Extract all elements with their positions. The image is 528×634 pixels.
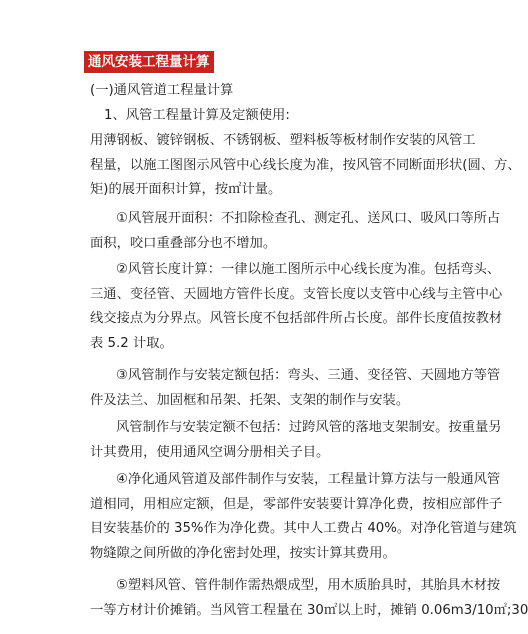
paragraph-6-line-3: 目安装基价的 35%作为净化费。其中人工费占 40%。对净化管道与建筑 <box>90 521 517 536</box>
paragraph-5-line-1: 风管制作与安装定额不包括：过跨风管的落地支架制安。按重量另 <box>116 420 502 435</box>
paragraph-5-line-2: 计其费用，使用通风空调分册相关子目。 <box>90 444 330 460</box>
section-title <box>90 79 414 104</box>
paragraph-2-line-2: 面积，咬口重叠部分也不增加。 <box>90 235 277 251</box>
paragraph-6-line-1: ④净化通风管道及部件制作与安装，工程量计算方法与一般通风管 <box>116 472 501 487</box>
paragraph-3-line-1: ②风管长度计算：一律以施工图所示中心线长度为准。包括弯头、 <box>116 262 501 277</box>
paragraph-3-line-3: 线交接点为分界点。风管长度不包括部件所占长度。部件长度值按教材 <box>90 311 503 326</box>
subsection-title <box>90 104 414 129</box>
paragraph-3-line-2: 三通、变径管、天圆地方管件长度。支管长度以支管中心线与主管中心 <box>90 286 503 302</box>
paragraph-1 <box>90 129 521 203</box>
paragraph-4-line-1: ③风管制作与安装定额包括：弯头、三通、变径管、天圆地方等管 <box>116 368 501 383</box>
section-title-text: (一)通风管道工程量计算 <box>90 83 234 98</box>
paragraph-4 <box>90 364 501 413</box>
paragraph-6-line-4: 物缝隙之间所做的净化密封处理，按实计算其费用。 <box>90 545 396 561</box>
subsection-title-text: 1、风管工程量计算及定额使用: <box>104 108 290 123</box>
paragraph-1-line-3: 矩)的展开面积计算，按㎡计量。 <box>90 182 282 197</box>
paragraph-3 <box>90 258 503 356</box>
paragraph-7-line-2: 一等方材计价摊销。当风管工程量在 30㎡以上时，摊销 0.06m3/10㎡;30 <box>90 602 528 618</box>
paragraph-7 <box>90 574 528 623</box>
paragraph-3-line-4: 表 5.2 计取。 <box>90 335 173 351</box>
paragraph-5 <box>90 416 502 465</box>
paragraph-4-line-2: 件及法兰、加固框和吊架、托架、支架的制作与安装。 <box>90 392 410 408</box>
paragraph-2-line-1: ①风管展开面积：不扣除检查孔、测定孔、送风口、吸风口等所占 <box>116 211 501 226</box>
document-heading: 通风安装工程量计算 <box>84 51 214 73</box>
paragraph-1-line-1: 用薄钢板、镀锌钢板、不锈钢板、塑料板等板材制作安装的风管工 <box>90 133 476 148</box>
paragraph-1-line-2: 程量，以施工图图示风管中心线长度为准，按风管不同断面形状(圆、方、 <box>90 157 521 173</box>
paragraph-6-line-2: 道相同，用相应定额，但是，零部件安装要计算净化费，按相应部件子 <box>90 496 503 512</box>
paragraph-6 <box>90 468 517 566</box>
paragraph-2 <box>90 207 501 256</box>
paragraph-7-line-1: ⑤塑料风管、管件制作需热煨成型，用木质胎具时，其胎具木材按 <box>116 578 501 593</box>
